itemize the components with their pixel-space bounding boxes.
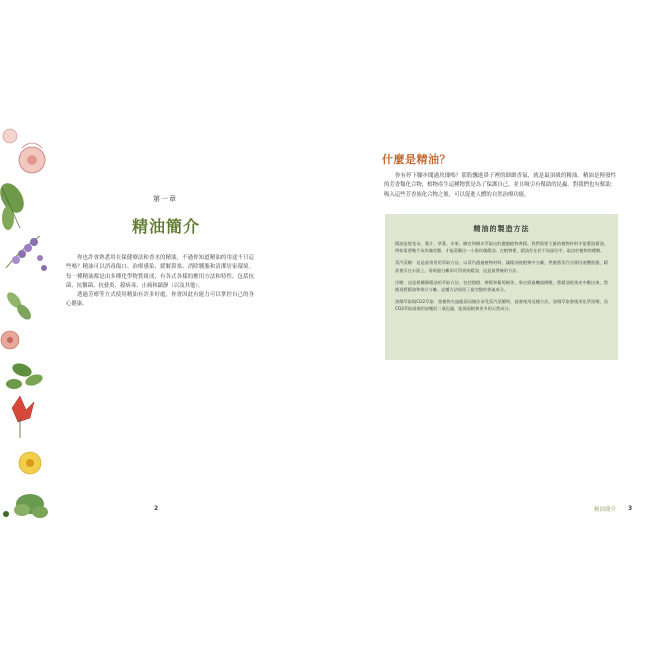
page-number-left: 2 — [154, 505, 159, 512]
methods-paragraph: 溶劑萃取與CO2萃取：當植物太過脆弱而無法承受蒸汽蒸餾時，就會使用這種方法。溶劑萃取會使用化學溶劑，而CO2萃取則使用加壓的二氧化碳，能保留植物更多的天然成分。 — [395, 299, 608, 312]
herb-illustration — [3, 494, 48, 518]
leaf-illustration — [0, 179, 29, 230]
methods-paragraph: 蒸汽蒸餾：這是最常用的萃取方法。以蒸汽通過植物材料，讓精油從植物中分離，然後將蒸汽冷卻回液體狀態，精油會浮在水面上，再經過分離即可得到純精油，這是最傳統的方法。 — [395, 260, 608, 273]
section-text — [384, 172, 616, 200]
lavender-illustration — [6, 236, 47, 271]
sprig-illustration — [4, 290, 33, 322]
rose-illustration — [1, 331, 19, 349]
lily-illustration — [12, 396, 34, 438]
methods-paragraph: 精油是從花朵、葉片、草葉、木果、樹皮和樹木萃取出的濃縮植物香精。我們需要大量的植物材料才能製造精油，例如需要幾千朵玫瑰花瓣，才能蒸餾出一小瓶玫瑰精油。在植物裡，精油存在於不同部位中，取決於植物的種類。 — [395, 241, 608, 254]
methods-paragraph: 冷壓：這是柑橘類精油的萃取方法，包括甜橙、檸檬和葡萄柚等。果皮經過機器擠壓，將精油從果皮中壓出來，然後再將精油和果汁分離。這種方法保留了最完整的香氣成分。 — [395, 279, 608, 293]
botanical-illustration — [0, 118, 62, 538]
intro-paragraph: 你也許會熟悉用在保健療法和香水的精油，不過你知道精油的用途不只這些嗎？精油可以消毒傷口、治療感染、緩解鼻塞、消除腫脹和清潔居家環境。每一種精油都是由多種化學物質組成，有各式各樣的應用方法和特性，包括抗菌、抗黴菌、抗發炎、殺病毒、止痛和鎮靜（以及其他）。 — [66, 255, 254, 289]
running-head: 精油簡介 — [594, 507, 617, 513]
chapter-title: 精油簡介 — [131, 217, 200, 236]
methods-box — [385, 214, 618, 360]
methods-box-title: 精油的製造方法 — [473, 225, 530, 233]
pink-flower-illustration — [3, 129, 45, 173]
intro-paragraph: 透過芳療等方式使用精油有許多好處，你會因此有能力可以掌控自己的身心健康。 — [66, 292, 254, 308]
intro-text — [66, 254, 254, 310]
yellow-flower-illustration — [19, 452, 41, 474]
page-number-right: 3 — [628, 505, 633, 512]
section-title: 什麼是精油？ — [382, 153, 451, 166]
chapter-label: 第一章 — [153, 195, 177, 203]
section-paragraph: 你有停下腳步聞過玫瑰嗎？那股飄進鼻子裡的細緻香氣，就是最頂級的精油。精油是揮發性的芳香類化合物，植物產生這種物質是為了保護自己，並且吸引有幫助的昆蟲。對我們也有幫助：吸入這些芳香族化合物之後，可以促進人體的自然治療功能。 — [384, 173, 616, 198]
leaf-cluster-illustration — [6, 361, 44, 389]
